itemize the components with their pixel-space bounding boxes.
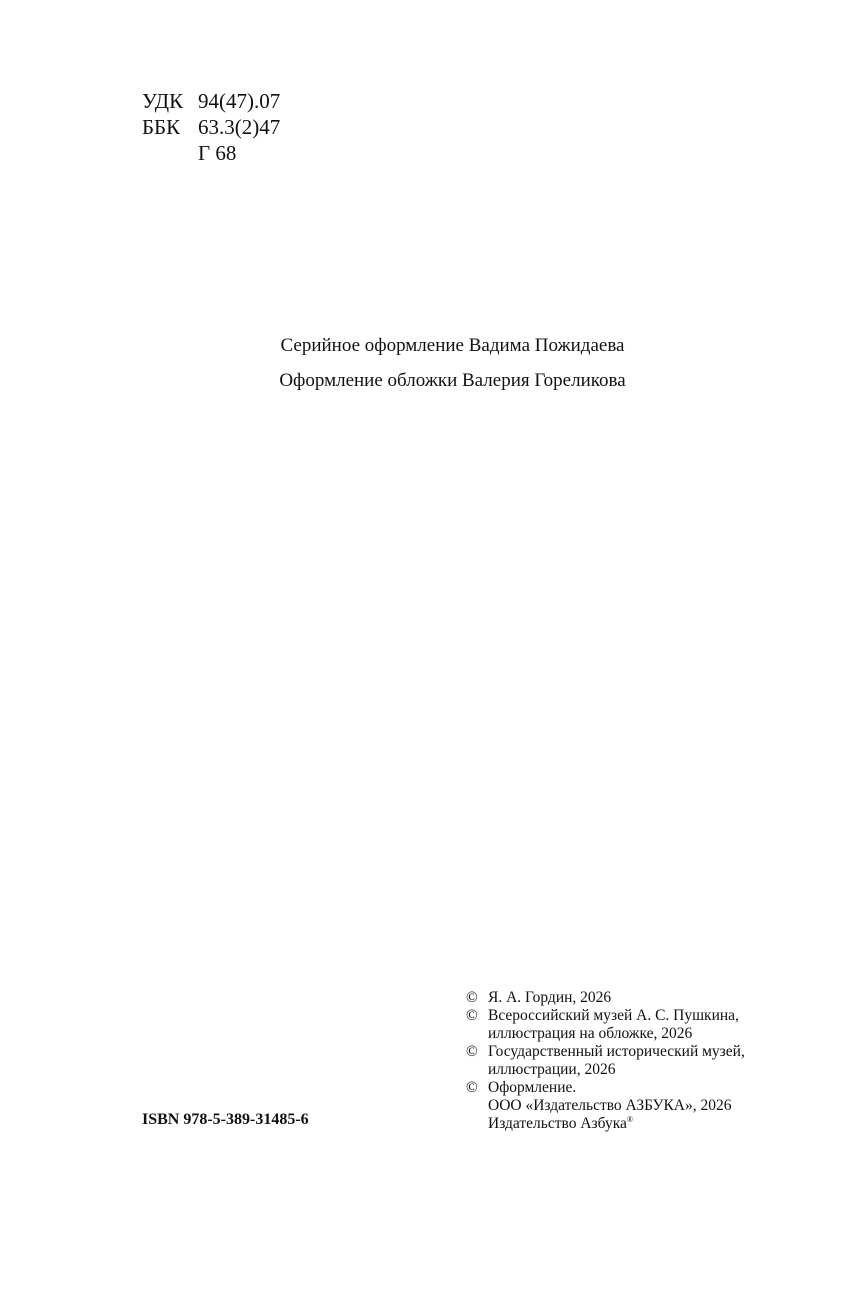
udk-row — [142, 88, 280, 114]
copyright-item — [466, 1007, 745, 1043]
udk-label: УДК — [142, 89, 184, 113]
copyright-line: Государственный исторический музей, — [488, 1043, 745, 1060]
isbn: ISBN 978-5-389-31485-6 — [142, 1111, 309, 1128]
udk-value: 94(47).07 — [198, 89, 281, 113]
copyright-item — [466, 1043, 745, 1079]
copyright-item — [466, 1079, 745, 1133]
classification-block — [142, 88, 280, 166]
copyright-line: Я. А. Гордин, 2026 — [488, 989, 612, 1006]
copyright-sign: © — [466, 1043, 478, 1060]
bbk-row — [142, 114, 280, 140]
design-credits — [0, 328, 856, 398]
copyright-sign: © — [466, 1079, 478, 1096]
copyright-line: Всероссийский музей А. С. Пушкина, — [488, 1007, 739, 1024]
copyright-line: Оформление. — [488, 1079, 577, 1096]
publisher-brand: Издательство Азбука — [488, 1115, 627, 1132]
registered-mark: ® — [626, 1114, 633, 1124]
author-mark: Г 68 — [198, 141, 237, 165]
copyright-sign: © — [466, 1007, 478, 1024]
publisher-brand-line — [488, 1115, 732, 1133]
bbk-label: ББК — [142, 115, 181, 139]
author-mark-row — [142, 140, 280, 166]
copyright-line: иллюстрации, 2026 — [488, 1061, 616, 1078]
series-design-credit: Серийное оформление Вадима Пожидаева — [280, 335, 625, 356]
cover-design-credit: Оформление обложки Валерия Гореликова — [279, 370, 626, 391]
copyright-line: ООО «Издательство АЗБУКА», 2026 — [488, 1097, 732, 1114]
copyright-item — [466, 989, 745, 1007]
copyright-line: иллюстрация на обложке, 2026 — [488, 1025, 693, 1042]
bbk-value: 63.3(2)47 — [198, 115, 281, 139]
copyright-block — [466, 989, 745, 1133]
copyright-sign: © — [466, 989, 478, 1006]
